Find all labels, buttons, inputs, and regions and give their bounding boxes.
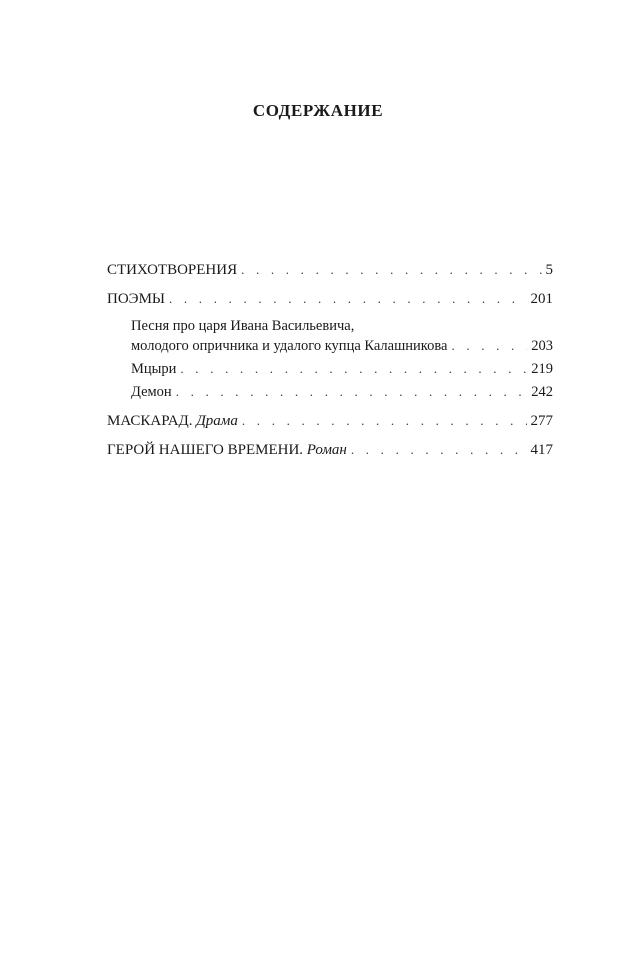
toc-entry-kalashnikov[interactable] [107,317,553,356]
toc-entry-title: СТИХОТВОРЕНИЯ [107,262,238,278]
toc-entry-title-line1: Песня про царя Ивана Васильевича, [131,318,355,334]
toc-entry-genre: Драма [196,413,238,429]
dot-leader [242,411,527,431]
page-title: СОДЕРЖАНИЕ [252,101,384,120]
dot-leader [176,382,528,401]
toc-entry-title: ГЕРОЙ НАШЕГО ВРЕМЕНИ. [107,442,304,458]
toc-page-number: 417 [530,442,553,458]
toc-entry-title: МАСКАРАД. [107,413,193,429]
toc-entry-title-line2: молодого опричника и удалого купца Калашникова [131,338,448,354]
toc-entry-genre: Роман [306,442,347,458]
toc-page-number: 242 [531,384,553,400]
dot-leader [169,289,527,309]
toc-entry-title: ПОЭМЫ [107,291,165,307]
toc-page-number: 277 [530,413,553,429]
dot-leader [241,260,541,280]
toc-entry-title: Демон [131,384,172,400]
toc-entry-title: Мцыри [131,361,177,377]
toc-entry-poems[interactable] [107,289,553,309]
toc-entry-mtsyri[interactable] [107,359,553,379]
toc-entry-masquerade[interactable] [107,411,553,431]
toc-entry-poems-lyric[interactable] [107,260,553,280]
table-of-contents [107,260,553,460]
toc-page-number: 219 [531,361,553,377]
toc-entry-hero[interactable] [107,440,553,460]
dot-leader [351,440,527,460]
toc-page-number: 201 [530,291,553,307]
dot-leader [451,336,527,355]
toc-page-number: 203 [531,338,553,354]
toc-page-number: 5 [545,262,553,278]
dot-leader [180,359,527,378]
toc-entry-demon[interactable] [107,382,553,402]
